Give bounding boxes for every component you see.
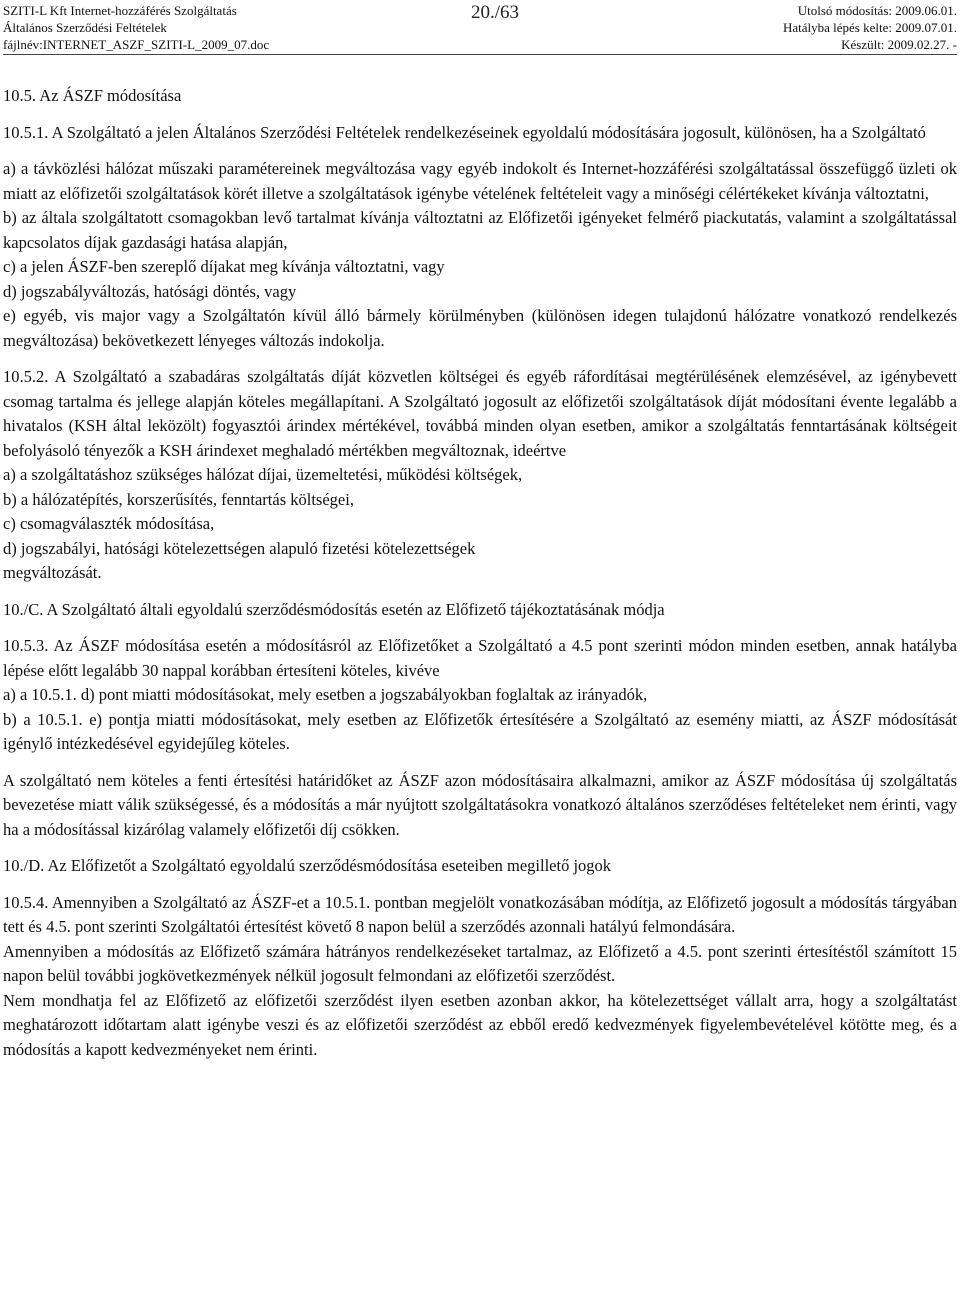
header-left — [3, 2, 269, 53]
paragraph: Amennyiben a módosítás az Előfizető számára hátrányos rendelkezéseket tartalmaz, az Előfizető a 4.5. pont szerinti értesítéstől számított 15 napon belül további jogkövetkezmények nélkül jogosult felmondani az előfizetői szerződést. — [3, 941, 957, 985]
section-heading: 10.5. Az ÁSZF módosítása — [3, 86, 182, 105]
document-body — [3, 84, 957, 1062]
paragraph-gap — [3, 353, 957, 365]
header-rule — [3, 54, 957, 55]
paragraph: 10.5.3. Az ÁSZF módosítása esetén a módosításról az Előfizetőket a Szolgáltató a 4.5 pont szerinti módon minden esetben, annak hatályba lépése előtt legalább 30 nappal korábban értesíteni köteles, kivéve — [3, 636, 957, 680]
paragraph: c) a jelen ÁSZF-ben szereplő díjakat meg kívánja változtatni, vagy — [3, 257, 445, 276]
paragraph: b) a 10.5.1. e) pontja miatti módosításokat, mely esetben az Előfizetők értesítésére a Szolgáltató az esemény miatti, az ÁSZF módosítását igénylő intézkedésével egyidejűleg köteles. — [3, 709, 957, 753]
paragraph: b) az általa szolgáltatott csomagokban levő tartalmat kívánja változtatni az Előfizetői igényeket felmérő piackutatás, valamint a szolgáltatással kapcsolatos díjak gazdasági hatása alapján, — [3, 208, 957, 252]
paragraph: 10.5.4. Amennyiben a Szolgáltató az ÁSZF-et a 10.5.1. pontban megjelölt vonatkozásában módítja, az Előfizető jogosult a módosítás tárgyában tett és 4.5. pont szerinti Szolgáltatói értesítést követő 8 napon belül a szerződés azonnali hatályú felmondására. — [3, 892, 957, 936]
paragraph: a) a szolgáltatáshoz szükséges hálózat díjai, üzemeltetési, működési költségek, — [3, 465, 523, 484]
paragraph-gap — [3, 145, 957, 157]
paragraph: a) a távközlési hálózat műszaki paramétereinek megváltozása vagy egyéb indokolt és Internet-hozzáférési szolgáltatással összefüggő üzleti ok miatt az előfizetői szolgáltatások körét illetve a szolgáltatások igénybe vételének feltételeit vagy a minőségi célértékeket kívánja változtatni, — [3, 159, 957, 203]
page-number: 20./63 — [471, 2, 520, 23]
paragraph-gap — [3, 586, 957, 598]
paragraph: b) a hálózatépítés, korszerűsítés, fenntartás költségei, — [3, 489, 354, 509]
page-header — [3, 0, 957, 58]
paragraph-gap — [3, 879, 957, 891]
paragraph: Nem mondhatja fel az Előfizető az előfizetői szerződést ilyen esetben azonban akkor, ha kötelezettséget vállalt arra, hogy a szolgáltatást meghatározott időtartam alatt igénybe veszi és az előfizetői szerződést az ebből eredő kedvezmények figyelembevételével kötötte meg, és a módosítás a kapott kedvezményeket nem érinti. — [3, 990, 957, 1059]
paragraph: d) jogszabályi, hatósági kötelezettségen alapuló fizetési kötelezettségek — [3, 538, 476, 558]
header-right — [783, 2, 957, 53]
paragraph: a) a 10.5.1. d) pont miatti módosításokat, mely esetben a jogszabályokban foglaltak az irányadók, — [3, 685, 648, 704]
paragraph: A szolgáltató nem köteles a fenti értesítési határidőket az ÁSZF azon módosításaira alkalmazni, amikor az ÁSZF módosítása új szolgáltatás bevezetése miatt válik szükségessé, és a módosítás a már nyújtott szolgáltatásokra vonatkozó általános szerződéses feltételeket nem érinti, vagy ha a módosítással kizárólag valamely előfizetői díj csökken. — [3, 770, 957, 839]
section-heading: 10./D. Az Előfizetőt a Szolgáltató egyoldalú szerződésmódosítása eseteiben megillető jogok — [3, 856, 612, 875]
header-filename: fájlnév:INTERNET_ASZF_SZITI-L_2009_07.doc — [3, 37, 270, 52]
header-doc-title: Általános Szerződési Feltételek — [3, 20, 167, 35]
paragraph: megváltozását. — [3, 563, 102, 582]
paragraph-gap — [3, 622, 957, 634]
header-company: SZITI-L Kft Internet-hozzáférés Szolgáltatás — [3, 3, 237, 18]
header-effective-date: Hatályba lépés kelte: 2009.07.01. — [782, 20, 957, 35]
section-heading: 10./C. A Szolgáltató általi egyoldalú szerződésmódosítás esetén az Előfizető tájékoztatásának módja — [3, 599, 665, 619]
header-created: Készült: 2009.02.27. - — [841, 37, 957, 52]
paragraph: 10.5.2. A Szolgáltató a szabadáras szolgáltatás díját közvetlen költségei és egyéb ráfordításai megtérülésének elemzésével, az igénybevett csomag tartalma és jellege alapján köteles megállapítani. A Szolgáltató jogosult az előfizetői szolgáltatások díját módosítani évente legalább a hivatalos (KSH által leközölt) fogyasztói árindex mértékével, továbbá minden olyan esetben, amikor a szolgáltatás fenntartásának költségeit befolyásoló tényezők a KSH árindexet meghaladó mértékben megváltoznak, ideértve — [3, 367, 957, 460]
paragraph: 10.5.1. A Szolgáltató a jelen Általános Szerződési Feltételek rendelkezéseinek egyoldalú módosítására jogosult, különösen, ha a Szolgáltató — [3, 122, 926, 142]
paragraph-gap — [3, 109, 957, 121]
paragraph: e) egyéb, vis major vagy a Szolgáltatón kívül álló bármely körülményben (különösen idegen tulajdonú hálózatre vonatkozó rendelkezés megváltozása) bekövetkezett lényeges változás indokolja. — [3, 306, 957, 350]
header-last-modified: Utolsó módosítás: 2009.06.01. — [797, 3, 957, 18]
paragraph-gap — [3, 757, 957, 769]
paragraph-gap — [3, 842, 957, 854]
paragraph: c) csomagválaszték módosítása, — [3, 514, 215, 533]
paragraph: d) jogszabályváltozás, hatósági döntés, vagy — [3, 281, 297, 301]
